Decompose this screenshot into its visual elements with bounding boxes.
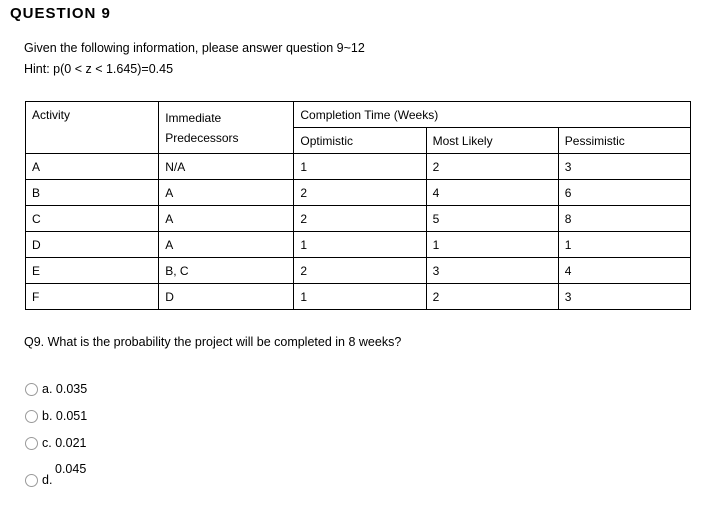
header-activity: Activity — [26, 102, 159, 154]
cell-activity: E — [26, 258, 159, 284]
header-pred-line1: Immediate — [165, 111, 222, 125]
table-row — [26, 154, 691, 180]
cell-most-likely: 1 — [426, 232, 558, 258]
radio-button-icon[interactable] — [25, 383, 38, 396]
header-pessimistic: Pessimistic — [558, 128, 690, 154]
table-row — [26, 258, 691, 284]
option-d-letter: d. — [42, 473, 53, 487]
option-d-value: 0.045 — [55, 462, 87, 476]
cell-activity: C — [26, 206, 159, 232]
table-row — [26, 206, 691, 232]
cell-predecessor: A — [159, 232, 294, 258]
question-title: QUESTION 9 — [10, 5, 111, 22]
hint-line: Hint: p(0 < z < 1.645)=0.45 — [24, 62, 174, 76]
option-b-label: b. 0.051 — [42, 409, 88, 423]
cell-most-likely: 2 — [426, 284, 558, 310]
cell-optimistic: 2 — [294, 206, 426, 232]
cell-optimistic: 1 — [294, 154, 426, 180]
option-a[interactable] — [25, 382, 87, 396]
cell-predecessor: A — [159, 206, 294, 232]
cell-pessimistic: 1 — [558, 232, 690, 258]
header-most-likely: Most Likely — [426, 128, 558, 154]
cell-optimistic: 1 — [294, 284, 426, 310]
header-completion-time: Completion Time (Weeks) — [294, 102, 691, 128]
header-predecessors — [159, 102, 294, 154]
cell-predecessor: B, C — [159, 258, 294, 284]
cell-most-likely: 3 — [426, 258, 558, 284]
option-c-label: c. 0.021 — [42, 436, 87, 450]
cell-pessimistic: 6 — [558, 180, 690, 206]
cell-most-likely: 5 — [426, 206, 558, 232]
activity-table — [25, 101, 691, 310]
table-row — [26, 232, 691, 258]
cell-optimistic: 2 — [294, 180, 426, 206]
cell-most-likely: 4 — [426, 180, 558, 206]
header-optimistic: Optimistic — [294, 128, 426, 154]
radio-button-icon[interactable] — [25, 474, 38, 487]
cell-activity: A — [26, 154, 159, 180]
cell-activity: D — [26, 232, 159, 258]
option-b[interactable] — [25, 409, 87, 423]
radio-button-icon[interactable] — [25, 410, 38, 423]
cell-predecessor: A — [159, 180, 294, 206]
option-a-label: a. 0.035 — [42, 382, 88, 396]
radio-button-icon[interactable] — [25, 437, 38, 450]
cell-predecessor: N/A — [159, 154, 294, 180]
table-row — [26, 180, 691, 206]
cell-pessimistic: 3 — [558, 154, 690, 180]
cell-most-likely: 2 — [426, 154, 558, 180]
cell-activity: B — [26, 180, 159, 206]
info-line: Given the following information, please answer question 9~12 — [24, 41, 365, 55]
cell-pessimistic: 4 — [558, 258, 690, 284]
cell-pessimistic: 3 — [558, 284, 690, 310]
table-row — [26, 284, 691, 310]
cell-optimistic: 1 — [294, 232, 426, 258]
cell-predecessor: D — [159, 284, 294, 310]
cell-activity: F — [26, 284, 159, 310]
option-c[interactable] — [25, 436, 86, 450]
question-prompt: Q9. What is the probability the project will be completed in 8 weeks? — [24, 335, 402, 349]
cell-pessimistic: 8 — [558, 206, 690, 232]
cell-optimistic: 2 — [294, 258, 426, 284]
header-pred-line2: Predecessors — [165, 131, 239, 145]
